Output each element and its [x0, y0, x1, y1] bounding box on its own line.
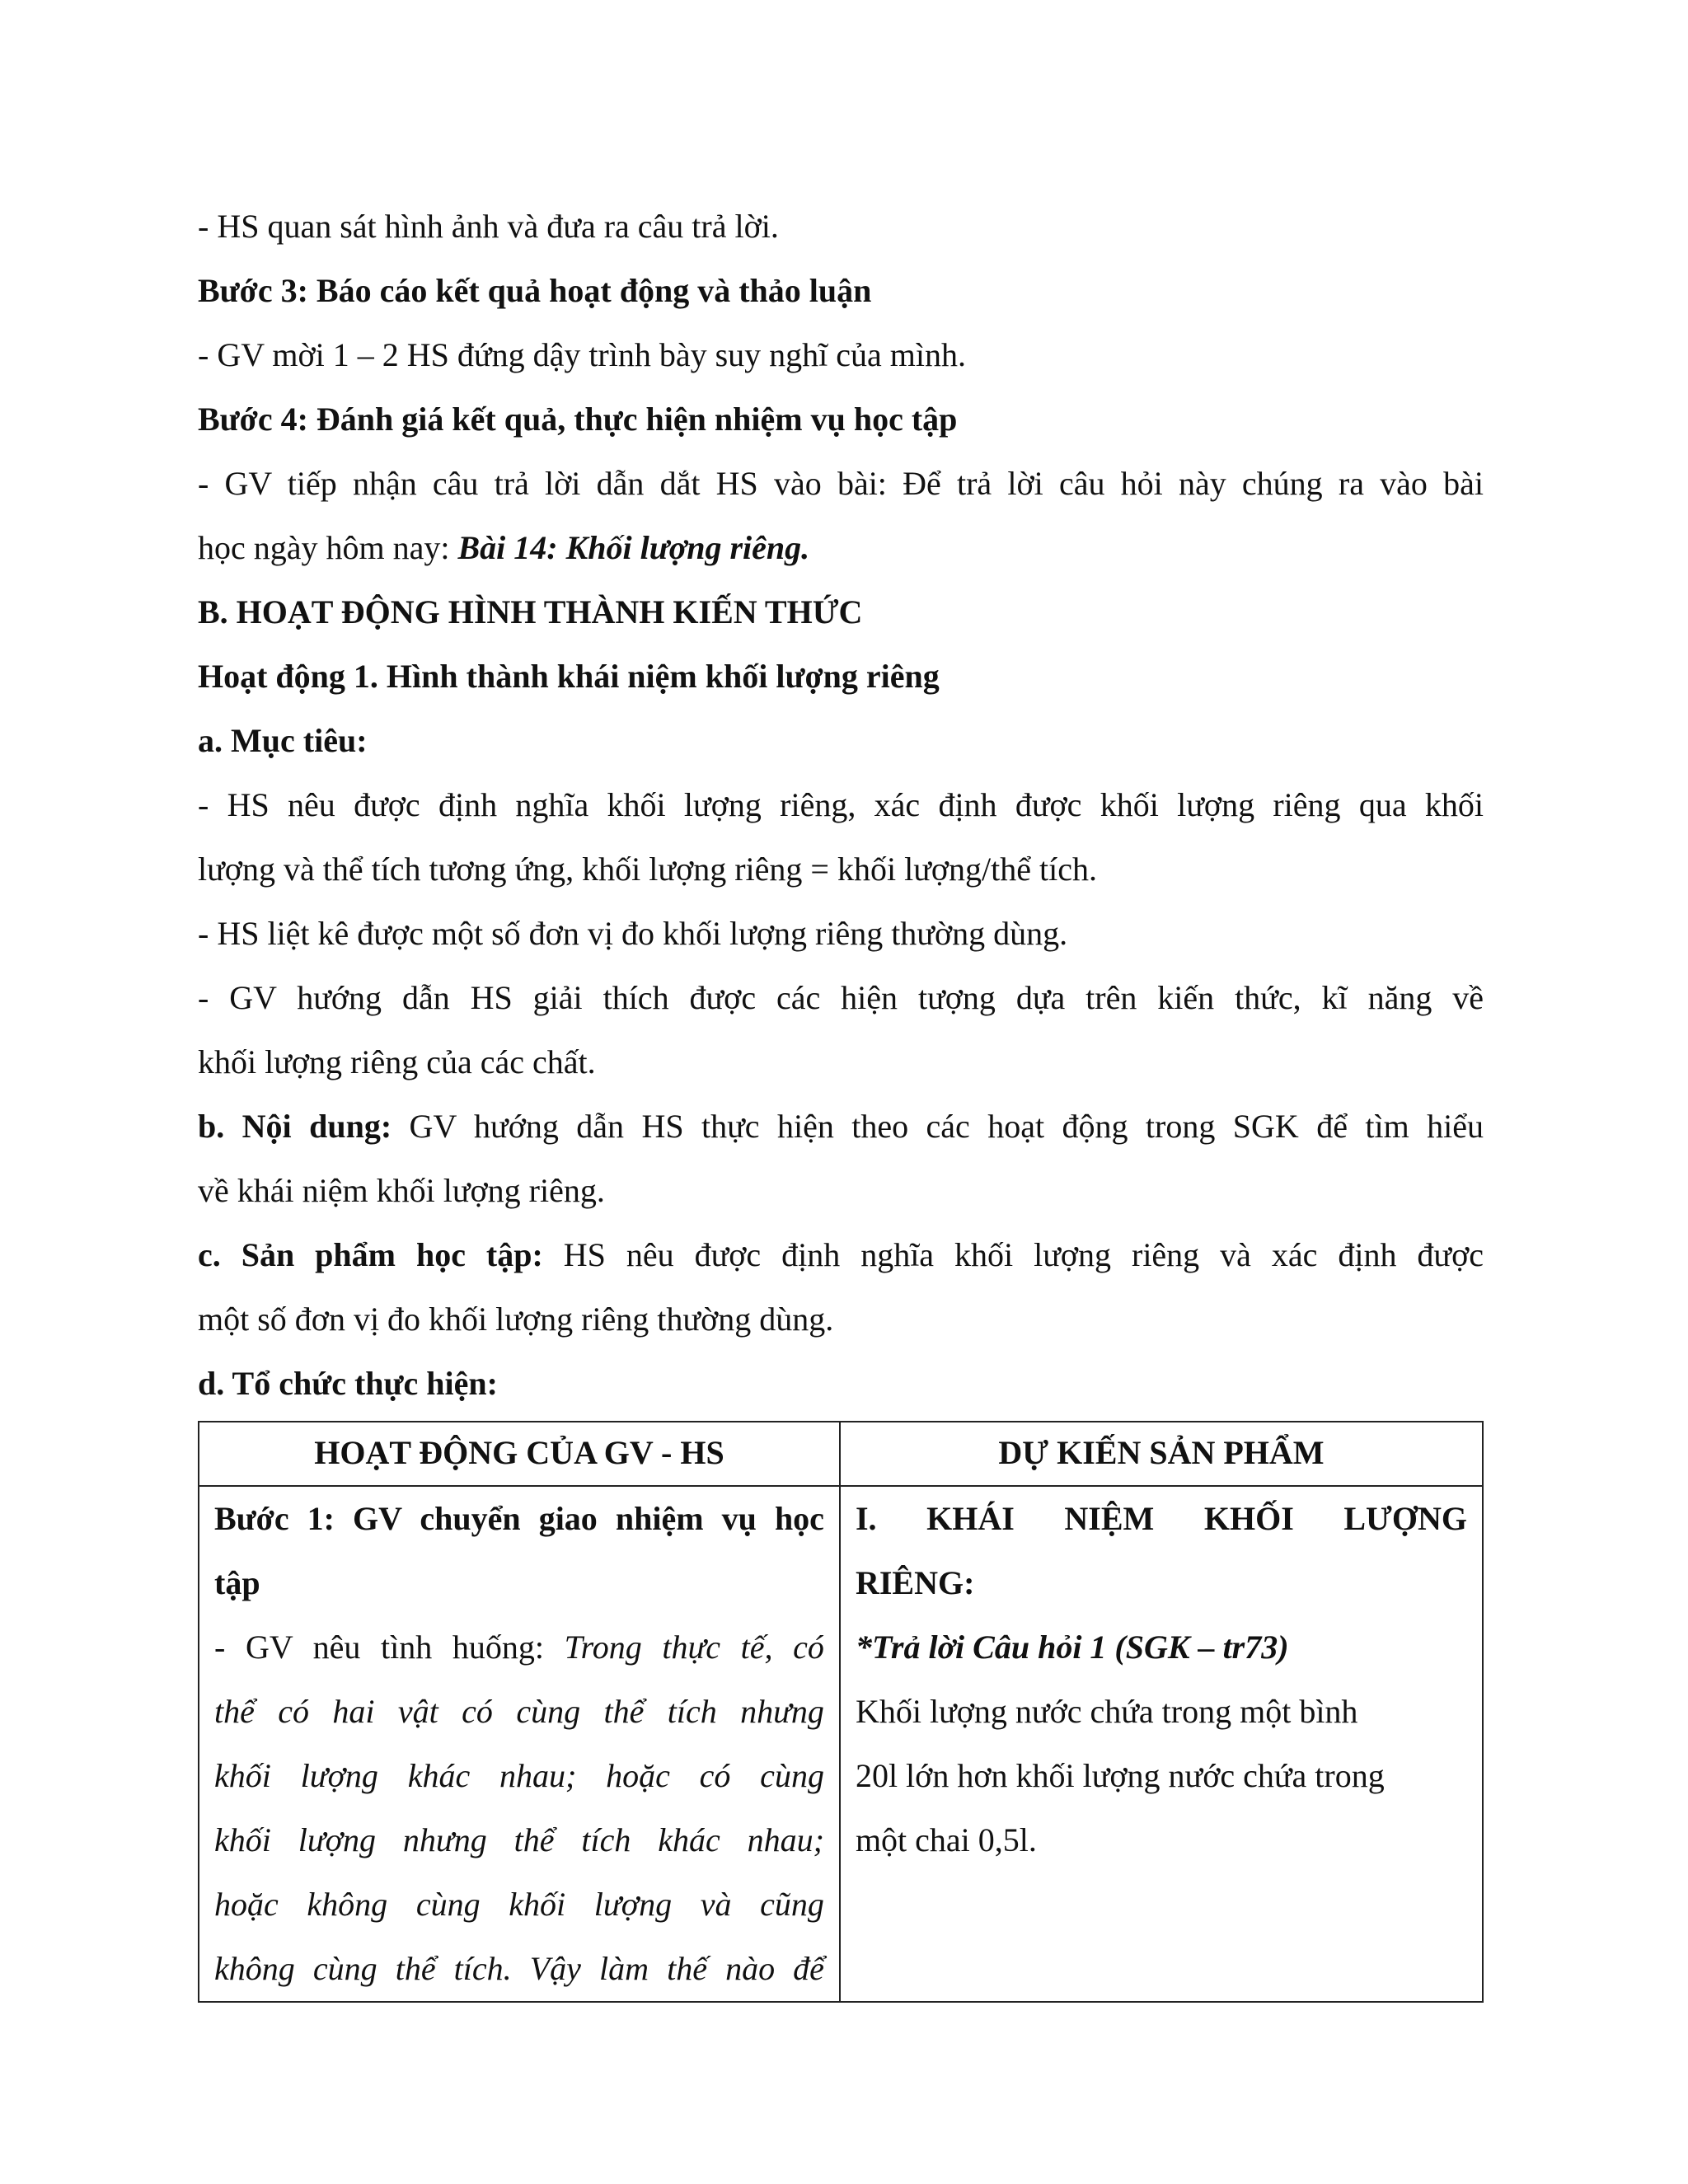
- step-3-heading: Bước 3: Báo cáo kết quả hoạt động và thảo luận: [198, 272, 872, 309]
- situation-line: hoặc không cùng khối lượng và cũng: [214, 1886, 824, 1923]
- situation-line: khối lượng khác nhau; hoặc có cùng: [214, 1757, 824, 1794]
- document-page: [198, 194, 1484, 2003]
- table-row: [199, 1486, 1483, 2002]
- product-label: c. Sản phẩm học tập:: [198, 1236, 543, 1273]
- situation-line: [214, 1615, 824, 1680]
- situation-line: không cùng thể tích. Vậy làm thế nào để: [214, 1950, 824, 1987]
- header-teacher-student-activity: HOẠT ĐỘNG CỦA GV - HS: [199, 1422, 840, 1486]
- activity-table: [198, 1421, 1484, 2003]
- paragraph-line: - GV tiếp nhận câu trả lời dẫn dắt HS vào bài: Để trả lời câu hỏi này chúng ra vào bài: [198, 465, 1484, 502]
- situation-line: khối lượng nhưng thể tích khác nhau;: [214, 1821, 824, 1858]
- organization-heading: d. Tổ chức thực hiện:: [198, 1365, 498, 1402]
- product-line: [198, 1223, 1484, 1287]
- content-line: [198, 1094, 1484, 1159]
- objective-line: khối lượng riêng của các chất.: [198, 1043, 596, 1080]
- activity-1-heading: Hoạt động 1. Hình thành khái niệm khối lượng riêng: [198, 658, 940, 695]
- objectives-heading: a. Mục tiêu:: [198, 722, 368, 759]
- table-header-row: [199, 1422, 1483, 1486]
- lesson-title: Bài 14: Khối lượng riêng.: [457, 529, 810, 566]
- step-1-heading: Bước 1: GV chuyển giao nhiệm vụ học: [214, 1500, 824, 1537]
- content-text: GV hướng dẫn HS thực hiện theo các hoạt động trong SGK để tìm hiểu: [392, 1108, 1484, 1145]
- content-label: b. Nội dung:: [198, 1108, 392, 1145]
- header-expected-product: DỰ KIẾN SẢN PHẨM: [840, 1422, 1483, 1486]
- answer-title: *Trả lời Câu hỏi 1 (SGK – tr73): [855, 1629, 1289, 1666]
- answer-line: một chai 0,5l.: [855, 1821, 1037, 1858]
- product-line: một số đơn vị đo khối lượng riêng thường dùng.: [198, 1301, 834, 1338]
- situation-line: thể có hai vật có cùng thể tích nhưng: [214, 1693, 824, 1730]
- objective-line: - HS nêu được định nghĩa khối lượng riêng, xác định được khối lượng riêng qua khối: [198, 786, 1484, 823]
- answer-line: 20l lớn hơn khối lượng nước chứa trong: [855, 1757, 1385, 1794]
- product-cell: [840, 1486, 1483, 2002]
- paragraph-line: - GV mời 1 – 2 HS đứng dậy trình bày suy nghĩ của mình.: [198, 336, 967, 373]
- concept-heading-cont: RIÊNG:: [855, 1564, 975, 1601]
- situation-text: Trong thực tế, có: [564, 1629, 824, 1666]
- product-text: HS nêu được định nghĩa khối lượng riêng và xác định được: [542, 1236, 1484, 1273]
- paragraph-line: - HS quan sát hình ảnh và đưa ra câu trả lời.: [198, 208, 779, 245]
- lesson-intro-text: học ngày hôm nay:: [198, 529, 458, 566]
- situation-label: - GV nêu tình huống:: [214, 1629, 565, 1666]
- answer-line: Khối lượng nước chứa trong một bình: [855, 1693, 1358, 1730]
- activity-cell: [199, 1486, 840, 2002]
- concept-heading: I. KHÁI NIỆM KHỐI LƯỢNG: [855, 1500, 1467, 1537]
- content-line: về khái niệm khối lượng riêng.: [198, 1172, 605, 1209]
- step-4-heading: Bước 4: Đánh giá kết quả, thực hiện nhiệm vụ học tập: [198, 401, 958, 438]
- objective-line: - GV hướng dẫn HS giải thích được các hiện tượng dựa trên kiến thức, kĩ năng về: [198, 979, 1484, 1016]
- step-1-heading-cont: tập: [214, 1564, 260, 1601]
- paragraph-line: [198, 516, 1484, 580]
- objective-line: - HS liệt kê được một số đơn vị đo khối lượng riêng thường dùng.: [198, 915, 1068, 952]
- objective-line: lượng và thể tích tương ứng, khối lượng riêng = khối lượng/thể tích.: [198, 851, 1097, 888]
- section-b-heading: B. HOẠT ĐỘNG HÌNH THÀNH KIẾN THỨC: [198, 593, 863, 630]
